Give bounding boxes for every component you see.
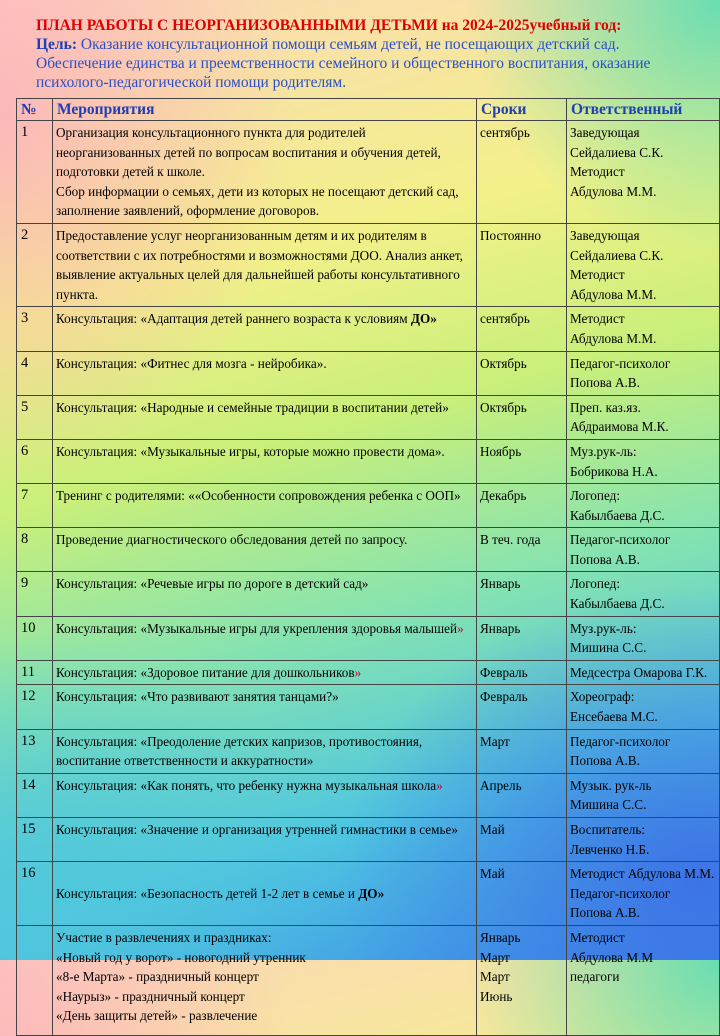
- activity-text: Консультация: «Музыкальные игры, которые можно провести дома».: [56, 443, 445, 459]
- row-number: 12: [17, 685, 53, 729]
- responsible-cell: [567, 121, 720, 224]
- responsible-line: Методист: [570, 267, 625, 283]
- activity-text: Организация консультационного пункта для родителей неорганизованных детей по вопросам воспитания и обучения детей, подготовки детей к школе.: [56, 125, 441, 180]
- term-cell: Февраль: [477, 685, 567, 729]
- goal-description: Оказание консультационной помощи семьям детей, не посещающих детский сад. Обеспечение единства и преемственности семейного и общественного воспитания, оказание психолого-педагогической помощи родителям.: [36, 36, 651, 91]
- row-number: 5: [17, 395, 53, 439]
- responsible-line: Музык. рук-ль: [570, 777, 652, 793]
- term-cell: сентябрь: [477, 307, 567, 351]
- responsible-cell: [567, 484, 720, 528]
- term-cell: сентябрь: [477, 121, 567, 224]
- responsible-line: Воспитатель:: [570, 822, 645, 837]
- responsible-cell: [567, 729, 720, 773]
- activity-line: «8-е Марта» - праздничный концерт: [56, 969, 259, 985]
- term-cell: Декабрь: [477, 484, 567, 528]
- activity-cell: [53, 616, 477, 660]
- activity-cell: [53, 818, 477, 862]
- activity-cell: [53, 925, 477, 1035]
- responsible-line: Логопед:: [570, 576, 620, 592]
- row-number: [17, 925, 53, 1035]
- activity-quote: »: [457, 620, 464, 636]
- table-row: [17, 616, 720, 660]
- table-row: [17, 307, 720, 351]
- term-cell: [477, 925, 567, 1035]
- activity-text: Консультация: «Народные и семейные традиции в воспитании детей»: [56, 399, 449, 415]
- responsible-line: Преп. каз.яз.: [570, 399, 641, 415]
- activity-text: Консультация: «Что развивают занятия танцами?»: [56, 689, 339, 705]
- responsible-line: Попова А.В.: [570, 375, 640, 391]
- table-row: [17, 351, 720, 395]
- responsible-line: Методист: [570, 929, 625, 945]
- term-cell: Октябрь: [477, 351, 567, 395]
- activity-bold: ДО»: [410, 311, 437, 327]
- responsible-line: Абдулова М.М: [570, 949, 654, 965]
- row-number: 3: [17, 307, 53, 351]
- row-number: 10: [17, 616, 53, 660]
- responsible-line: Бобрикова Н.А.: [570, 463, 658, 479]
- activity-cell: [53, 773, 477, 817]
- table-row: [17, 729, 720, 773]
- table-row: [17, 395, 720, 439]
- activity-text: Консультация: «Значение и организация утренней гимнастики в семье»: [56, 822, 458, 837]
- col-activity-header: Мероприятия: [53, 99, 477, 121]
- activity-cell: [53, 484, 477, 528]
- activity-cell: [53, 528, 477, 572]
- responsible-cell: [567, 818, 720, 862]
- activity-cell: [53, 223, 477, 306]
- responsible-line: Попова А.В.: [570, 551, 640, 567]
- responsible-cell: [567, 616, 720, 660]
- activity-text: Консультация: «Преодоление детских капризов, противостояния, воспитание ответственности и аккуратности»: [56, 733, 423, 769]
- responsible-line: Абдулова М.М.: [570, 330, 657, 346]
- responsible-line: Логопед:: [570, 488, 620, 504]
- table-body: [17, 121, 720, 1036]
- activity-quote: »: [436, 777, 443, 793]
- activity-cell: [53, 351, 477, 395]
- responsible-line: Педагог-психолог: [570, 733, 671, 749]
- responsible-line: Кабылбаева Д.С.: [570, 596, 665, 612]
- activity-cell: [53, 439, 477, 483]
- responsible-line: Хореограф:: [570, 689, 635, 705]
- activity-cell: [53, 307, 477, 351]
- row-number: 6: [17, 439, 53, 483]
- row-number: 13: [17, 729, 53, 773]
- table-header-row: [17, 99, 720, 121]
- term-cell: Апрель: [477, 773, 567, 817]
- term-line: Январь: [480, 929, 521, 945]
- activity-text: Консультация: «Здоровое питание для дошкольников: [56, 664, 355, 680]
- term-cell: Ноябрь: [477, 439, 567, 483]
- activity-line: «Наурыз» - праздничный концерт: [56, 988, 245, 1004]
- table-row: [17, 660, 720, 685]
- goal-text: [36, 35, 706, 92]
- responsible-line: Попова А.В.: [570, 753, 640, 769]
- activity-cell: [53, 729, 477, 773]
- activity-text: Консультация: «Речевые игры по дороге в детский сад»: [56, 576, 369, 592]
- row-number: 16: [17, 862, 53, 926]
- term-cell: Январь: [477, 572, 567, 616]
- row-number: 8: [17, 528, 53, 572]
- term-cell: Май: [477, 818, 567, 862]
- responsible-line: Мишина С.С.: [570, 640, 647, 656]
- row-number: 15: [17, 818, 53, 862]
- responsible-cell: [567, 528, 720, 572]
- table-row: [17, 925, 720, 1035]
- row-number: 14: [17, 773, 53, 817]
- responsible-line: педагоги: [570, 969, 620, 985]
- responsible-cell: [567, 925, 720, 1035]
- responsible-cell: [567, 351, 720, 395]
- term-cell: В теч. года: [477, 528, 567, 572]
- activity-text: Предоставление услуг неорганизованным детям и их родителям в соответствии с их потребностями и возможностями ДОО. Анализ анкет, выявление актуальных целей для дальнейшей работы консультативного пункта.: [56, 227, 463, 302]
- responsible-cell: [567, 572, 720, 616]
- responsible-line: Сейдалиева С.К.: [570, 247, 664, 263]
- responsible-line: Абдулова М.М.: [570, 286, 657, 302]
- col-term-header: Сроки: [477, 99, 567, 121]
- table-row: [17, 528, 720, 572]
- responsible-line: Кабылбаева Д.С.: [570, 507, 665, 523]
- responsible-cell: [567, 439, 720, 483]
- row-number: 1: [17, 121, 53, 224]
- activity-quote: »: [354, 664, 362, 680]
- table-row: [17, 223, 720, 306]
- activity-text: Консультация: «Как понять, что ребенку нужна музыкальная школа: [56, 777, 437, 793]
- responsible-line: Заведующая: [570, 227, 640, 243]
- activity-text: Проведение диагностического обследования детей по запросу.: [56, 532, 408, 548]
- responsible-line: Педагог-психолог: [570, 885, 671, 901]
- responsible-line: Сейдалиева С.К.: [570, 144, 664, 160]
- row-number: 9: [17, 572, 53, 616]
- responsible-line: Педагог-психолог: [570, 532, 671, 548]
- responsible-line: Методист Абдулова М.М.: [570, 866, 715, 882]
- term-cell: Февраль: [477, 660, 567, 685]
- row-number: 11: [17, 660, 53, 685]
- activity-line: Участие в развлечениях и праздниках:: [56, 929, 272, 945]
- activity-cell: [53, 660, 477, 685]
- plan-table: [16, 98, 720, 1036]
- row-number: 7: [17, 484, 53, 528]
- responsible-line: Медсестра Омарова Г.К.: [570, 664, 708, 680]
- activity-text: Консультация: «Безопасность детей 1-2 лет в семье и: [56, 885, 359, 901]
- responsible-line: Абдраимова М.К.: [570, 419, 669, 435]
- activity-text: Тренинг с родителями: ««Особенности сопровождения ребенка с ООП»: [56, 488, 461, 504]
- responsible-cell: [567, 660, 720, 685]
- activity-cell: [53, 862, 477, 926]
- activity-text: Консультация: «Фитнес для мозга - нейробика».: [56, 355, 327, 371]
- table-row: [17, 439, 720, 483]
- table-row: [17, 818, 720, 862]
- responsible-line: Муз.рук-ль:: [570, 620, 637, 636]
- term-cell: Май: [477, 862, 567, 926]
- term-cell: Октябрь: [477, 395, 567, 439]
- activity-line: «День защиты детей» - развлечение: [56, 1008, 258, 1024]
- term-cell: Март: [477, 729, 567, 773]
- activity-text: Консультация: «Адаптация детей раннего возраста к условиям: [56, 311, 411, 327]
- row-number: 2: [17, 223, 53, 306]
- table-row: [17, 862, 720, 926]
- responsible-line: Заведующая: [570, 125, 640, 140]
- term-line: Июнь: [480, 988, 513, 1004]
- term-cell: Постоянно: [477, 223, 567, 306]
- responsible-cell: [567, 773, 720, 817]
- responsible-cell: [567, 685, 720, 729]
- responsible-line: Енсебаева М.С.: [570, 709, 658, 725]
- responsible-line: Педагог-психолог: [570, 355, 671, 371]
- responsible-line: Мишина С.С.: [570, 797, 647, 813]
- responsible-line: Методист: [570, 164, 625, 180]
- col-responsible-header: Ответственный: [567, 99, 720, 121]
- table-row: [17, 685, 720, 729]
- activity-cell: [53, 572, 477, 616]
- row-number: 4: [17, 351, 53, 395]
- responsible-line: Методист: [570, 311, 625, 327]
- responsible-cell: [567, 862, 720, 926]
- table-row: [17, 572, 720, 616]
- responsible-line: Абдулова М.М.: [570, 183, 657, 199]
- responsible-cell: [567, 223, 720, 306]
- table-row: [17, 121, 720, 224]
- plan-title: ПЛАН РАБОТЫ С НЕОРГАНИЗОВАННЫМИ ДЕТЬМИ на 2024-2025учебный год:: [36, 17, 622, 34]
- table-row: [17, 773, 720, 817]
- responsible-cell: [567, 395, 720, 439]
- activity-text: Консультация: «Музыкальные игры для укрепления здоровья малышей: [56, 620, 458, 636]
- header: [36, 16, 706, 92]
- col-number-header: №: [17, 99, 53, 121]
- activity-cell: [53, 121, 477, 224]
- activity-cell: [53, 395, 477, 439]
- term-cell: Январь: [477, 616, 567, 660]
- table-row: [17, 484, 720, 528]
- responsible-line: Муз.рук-ль:: [570, 443, 637, 459]
- term-line: Март: [480, 949, 510, 965]
- activity-text-extra: Сбор информации о семьях, дети из которых не посещают детский сад, заполнение заявлений, оформление договоров.: [56, 183, 459, 219]
- responsible-line: Левченко Н.Б.: [570, 841, 650, 857]
- responsible-line: Попова А.В.: [570, 905, 640, 921]
- term-line: Март: [480, 969, 510, 985]
- responsible-cell: [567, 307, 720, 351]
- goal-label: Цель:: [36, 36, 77, 53]
- activity-bold: ДО»: [358, 885, 385, 901]
- activity-cell: [53, 685, 477, 729]
- activity-line: «Новый год у ворот» - новогодний утренник: [56, 949, 306, 965]
